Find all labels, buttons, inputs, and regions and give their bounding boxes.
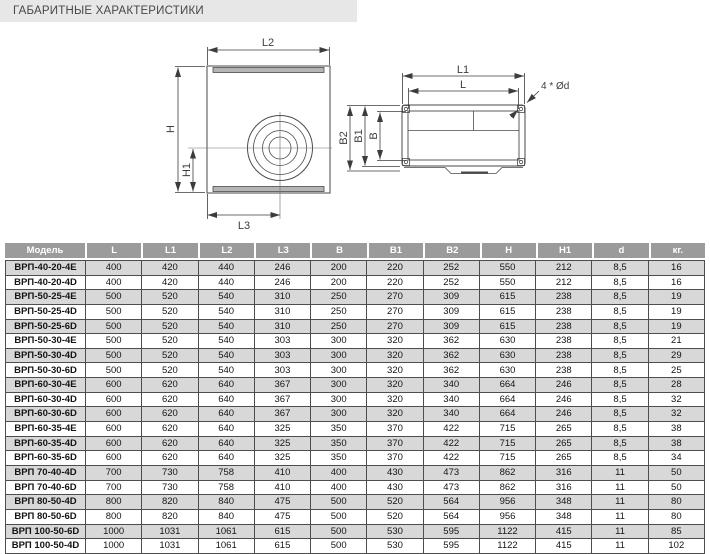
value-cell: 820 <box>142 509 198 524</box>
value-cell: 370 <box>367 451 423 466</box>
value-cell: 370 <box>367 422 423 437</box>
dim-label-l3: L3 <box>237 220 251 232</box>
side-view <box>338 64 569 174</box>
value-cell: 320 <box>367 363 423 378</box>
value-cell: 600 <box>86 436 142 451</box>
column-header-l3: L3 <box>256 243 310 258</box>
value-cell: 350 <box>311 436 367 451</box>
front-view <box>165 37 332 232</box>
column-header-b: B <box>312 243 366 258</box>
value-cell: 664 <box>479 407 535 422</box>
section-title-bar <box>0 0 357 22</box>
value-cell: 325 <box>254 422 310 437</box>
value-cell: 422 <box>423 451 479 466</box>
model-cell: ВРП-60-30-6D <box>6 407 86 422</box>
value-cell: 200 <box>311 275 367 290</box>
value-cell: 270 <box>367 319 423 334</box>
value-cell: 800 <box>86 495 142 510</box>
value-cell: 630 <box>479 363 535 378</box>
column-header-b2: B2 <box>425 243 479 258</box>
column-header-model: Модель <box>5 243 85 258</box>
value-cell: 8,5 <box>592 363 648 378</box>
value-cell: 300 <box>311 363 367 378</box>
value-cell: 500 <box>311 495 367 510</box>
value-cell: 28 <box>648 378 704 393</box>
front-body <box>207 66 330 193</box>
value-cell: 400 <box>311 480 367 495</box>
value-cell: 303 <box>254 334 310 349</box>
table-row <box>6 319 705 334</box>
value-cell: 620 <box>142 451 198 466</box>
model-cell: ВРП-50-30-4Е <box>6 334 86 349</box>
table-row <box>6 334 705 349</box>
value-cell: 300 <box>311 348 367 363</box>
value-cell: 32 <box>648 407 704 422</box>
value-cell: 370 <box>367 436 423 451</box>
value-cell: 475 <box>254 509 310 524</box>
value-cell: 430 <box>367 480 423 495</box>
value-cell: 310 <box>254 304 310 319</box>
value-cell: 1000 <box>86 539 142 554</box>
value-cell: 220 <box>367 275 423 290</box>
value-cell: 400 <box>311 465 367 480</box>
value-cell: 615 <box>479 319 535 334</box>
model-cell: ВРП 70-40-6D <box>6 480 86 495</box>
dim-label-b1: B1 <box>353 129 365 143</box>
value-cell: 500 <box>86 348 142 363</box>
value-cell: 422 <box>423 436 479 451</box>
value-cell: 530 <box>367 539 423 554</box>
value-cell: 8,5 <box>592 319 648 334</box>
value-cell: 595 <box>423 524 479 539</box>
table-row <box>6 436 705 451</box>
value-cell: 246 <box>536 378 592 393</box>
value-cell: 600 <box>86 451 142 466</box>
dim-label-b: B <box>368 132 380 140</box>
value-cell: 310 <box>254 319 310 334</box>
value-cell: 475 <box>254 495 310 510</box>
table-row <box>6 539 705 554</box>
value-cell: 19 <box>648 319 704 334</box>
value-cell: 956 <box>479 495 535 510</box>
value-cell: 520 <box>142 319 198 334</box>
value-cell: 316 <box>536 465 592 480</box>
dimension-drawings <box>150 36 590 246</box>
value-cell: 664 <box>479 378 535 393</box>
model-cell: ВРП 100-50-6D <box>6 524 86 539</box>
model-cell: ВРП-60-30-4D <box>6 392 86 407</box>
value-cell: 540 <box>198 334 254 349</box>
column-header-h1: H1 <box>538 243 592 258</box>
value-cell: 473 <box>423 480 479 495</box>
value-cell: 840 <box>198 495 254 510</box>
value-cell: 11 <box>592 539 648 554</box>
value-cell: 80 <box>648 495 704 510</box>
model-cell: ВРП-50-25-6D <box>6 319 86 334</box>
model-cell: ВРП-50-25-4Е <box>6 290 86 305</box>
value-cell: 615 <box>254 539 310 554</box>
value-cell: 362 <box>423 348 479 363</box>
value-cell: 956 <box>479 509 535 524</box>
value-cell: 19 <box>648 304 704 319</box>
dim-label-h1: H1 <box>181 162 193 178</box>
value-cell: 758 <box>198 480 254 495</box>
value-cell: 300 <box>311 378 367 393</box>
value-cell: 265 <box>536 451 592 466</box>
value-cell: 630 <box>479 334 535 349</box>
value-cell: 430 <box>367 465 423 480</box>
value-cell: 250 <box>311 304 367 319</box>
table-row <box>6 363 705 378</box>
value-cell: 640 <box>198 436 254 451</box>
value-cell: 252 <box>423 261 479 276</box>
value-cell: 700 <box>86 465 142 480</box>
value-cell: 540 <box>198 290 254 305</box>
table-row <box>6 451 705 466</box>
table-row <box>6 348 705 363</box>
value-cell: 500 <box>311 509 367 524</box>
value-cell: 8,5 <box>592 334 648 349</box>
value-cell: 238 <box>536 334 592 349</box>
value-cell: 615 <box>254 524 310 539</box>
value-cell: 415 <box>536 539 592 554</box>
value-cell: 520 <box>142 290 198 305</box>
value-cell: 350 <box>311 422 367 437</box>
value-cell: 1061 <box>198 539 254 554</box>
value-cell: 800 <box>86 509 142 524</box>
value-cell: 246 <box>536 407 592 422</box>
dim-label-b2: B2 <box>338 131 350 145</box>
value-cell: 309 <box>423 290 479 305</box>
column-header-h: H <box>482 243 536 258</box>
value-cell: 270 <box>367 290 423 305</box>
value-cell: 422 <box>423 422 479 437</box>
value-cell: 238 <box>536 348 592 363</box>
value-cell: 473 <box>423 465 479 480</box>
value-cell: 21 <box>648 334 704 349</box>
value-cell: 564 <box>423 509 479 524</box>
value-cell: 620 <box>142 392 198 407</box>
value-cell: 420 <box>142 275 198 290</box>
value-cell: 520 <box>142 304 198 319</box>
value-cell: 310 <box>254 290 310 305</box>
value-cell: 246 <box>254 261 310 276</box>
value-cell: 730 <box>142 465 198 480</box>
table-row <box>6 275 705 290</box>
value-cell: 300 <box>311 392 367 407</box>
value-cell: 1031 <box>142 524 198 539</box>
value-cell: 540 <box>198 363 254 378</box>
value-cell: 50 <box>648 465 704 480</box>
value-cell: 520 <box>142 334 198 349</box>
model-cell: ВРП-60-35-4D <box>6 436 86 451</box>
table-row <box>6 509 705 524</box>
value-cell: 530 <box>367 524 423 539</box>
value-cell: 620 <box>142 422 198 437</box>
value-cell: 410 <box>254 465 310 480</box>
value-cell: 309 <box>423 319 479 334</box>
value-cell: 238 <box>536 304 592 319</box>
value-cell: 80 <box>648 509 704 524</box>
value-cell: 420 <box>142 261 198 276</box>
table-row <box>6 378 705 393</box>
model-cell: ВРП-60-35-6D <box>6 451 86 466</box>
value-cell: 340 <box>423 378 479 393</box>
value-cell: 400 <box>86 261 142 276</box>
value-cell: 500 <box>86 290 142 305</box>
table-row <box>6 465 705 480</box>
value-cell: 730 <box>142 480 198 495</box>
value-cell: 303 <box>254 363 310 378</box>
dimensions-table-wrap <box>5 243 705 554</box>
value-cell: 85 <box>648 524 704 539</box>
value-cell: 550 <box>479 275 535 290</box>
value-cell: 238 <box>536 363 592 378</box>
value-cell: 362 <box>423 334 479 349</box>
value-cell: 300 <box>311 407 367 422</box>
model-cell: ВРП-50-30-4D <box>6 348 86 363</box>
value-cell: 715 <box>479 451 535 466</box>
value-cell: 250 <box>311 290 367 305</box>
value-cell: 1061 <box>198 524 254 539</box>
value-cell: 212 <box>536 275 592 290</box>
value-cell: 440 <box>198 261 254 276</box>
value-cell: 246 <box>254 275 310 290</box>
value-cell: 8,5 <box>592 422 648 437</box>
value-cell: 200 <box>311 261 367 276</box>
value-cell: 600 <box>86 422 142 437</box>
column-header-l: L <box>87 243 141 258</box>
side-body <box>402 105 525 166</box>
value-cell: 700 <box>86 480 142 495</box>
value-cell: 8,5 <box>592 407 648 422</box>
model-cell: ВРП-40-20-4D <box>6 275 86 290</box>
column-header-d: d <box>594 243 648 258</box>
value-cell: 50 <box>648 480 704 495</box>
value-cell: 640 <box>198 422 254 437</box>
value-cell: 640 <box>198 392 254 407</box>
value-cell: 640 <box>198 407 254 422</box>
value-cell: 8,5 <box>592 378 648 393</box>
value-cell: 8,5 <box>592 348 648 363</box>
value-cell: 862 <box>479 465 535 480</box>
value-cell: 303 <box>254 348 310 363</box>
value-cell: 320 <box>367 378 423 393</box>
value-cell: 320 <box>367 407 423 422</box>
table-row <box>6 261 705 276</box>
table-row <box>6 480 705 495</box>
table-row <box>6 524 705 539</box>
value-cell: 520 <box>142 363 198 378</box>
value-cell: 600 <box>86 407 142 422</box>
value-cell: 16 <box>648 261 704 276</box>
table-row <box>6 407 705 422</box>
dim-label-l: L <box>459 79 467 91</box>
value-cell: 8,5 <box>592 392 648 407</box>
value-cell: 520 <box>367 495 423 510</box>
value-cell: 11 <box>592 495 648 510</box>
value-cell: 640 <box>198 378 254 393</box>
value-cell: 520 <box>367 509 423 524</box>
value-cell: 758 <box>198 465 254 480</box>
value-cell: 38 <box>648 436 704 451</box>
value-cell: 350 <box>311 451 367 466</box>
value-cell: 325 <box>254 451 310 466</box>
value-cell: 400 <box>86 275 142 290</box>
value-cell: 320 <box>367 334 423 349</box>
value-cell: 595 <box>423 539 479 554</box>
model-cell: ВРП-50-25-4D <box>6 304 86 319</box>
value-cell: 250 <box>311 319 367 334</box>
value-cell: 440 <box>198 275 254 290</box>
column-header-кг: кг. <box>651 243 705 258</box>
value-cell: 415 <box>536 524 592 539</box>
value-cell: 252 <box>423 275 479 290</box>
model-cell: ВРП 100-50-4D <box>6 539 86 554</box>
model-cell: ВРП 80-50-4D <box>6 495 86 510</box>
value-cell: 630 <box>479 348 535 363</box>
value-cell: 320 <box>367 392 423 407</box>
value-cell: 564 <box>423 495 479 510</box>
table-row <box>6 304 705 319</box>
value-cell: 38 <box>648 422 704 437</box>
value-cell: 600 <box>86 378 142 393</box>
value-cell: 325 <box>254 436 310 451</box>
value-cell: 8,5 <box>592 451 648 466</box>
column-header-l1: L1 <box>143 243 197 258</box>
value-cell: 212 <box>536 261 592 276</box>
value-cell: 32 <box>648 392 704 407</box>
value-cell: 410 <box>254 480 310 495</box>
column-header-b1: B1 <box>369 243 423 258</box>
value-cell: 340 <box>423 407 479 422</box>
value-cell: 320 <box>367 348 423 363</box>
value-cell: 1000 <box>86 524 142 539</box>
value-cell: 600 <box>86 392 142 407</box>
dimensions-table <box>5 260 705 554</box>
value-cell: 620 <box>142 407 198 422</box>
value-cell: 500 <box>311 539 367 554</box>
value-cell: 615 <box>479 290 535 305</box>
section-title: ГАБАРИТНЫЕ ХАРАКТЕРИСТИКИ <box>13 5 204 17</box>
value-cell: 715 <box>479 422 535 437</box>
value-cell: 11 <box>592 480 648 495</box>
value-cell: 220 <box>367 261 423 276</box>
model-cell: ВРП-50-30-6D <box>6 363 86 378</box>
value-cell: 348 <box>536 509 592 524</box>
column-header-l2: L2 <box>200 243 254 258</box>
value-cell: 500 <box>86 319 142 334</box>
value-cell: 540 <box>198 304 254 319</box>
value-cell: 8,5 <box>592 436 648 451</box>
table-row <box>6 422 705 437</box>
dim-label-l1: L1 <box>456 64 470 76</box>
value-cell: 367 <box>254 407 310 422</box>
value-cell: 1031 <box>142 539 198 554</box>
value-cell: 19 <box>648 290 704 305</box>
value-cell: 11 <box>592 509 648 524</box>
value-cell: 820 <box>142 495 198 510</box>
value-cell: 615 <box>479 304 535 319</box>
holes-note-label: 4 * Ød <box>541 81 570 92</box>
value-cell: 640 <box>198 451 254 466</box>
value-cell: 11 <box>592 465 648 480</box>
value-cell: 664 <box>479 392 535 407</box>
value-cell: 270 <box>367 304 423 319</box>
value-cell: 1122 <box>479 524 535 539</box>
value-cell: 29 <box>648 348 704 363</box>
value-cell: 8,5 <box>592 261 648 276</box>
value-cell: 34 <box>648 451 704 466</box>
value-cell: 367 <box>254 392 310 407</box>
value-cell: 11 <box>592 524 648 539</box>
value-cell: 265 <box>536 436 592 451</box>
model-cell: ВРП-60-30-4Е <box>6 378 86 393</box>
value-cell: 16 <box>648 275 704 290</box>
value-cell: 367 <box>254 378 310 393</box>
value-cell: 620 <box>142 378 198 393</box>
value-cell: 102 <box>648 539 704 554</box>
value-cell: 550 <box>479 261 535 276</box>
value-cell: 309 <box>423 304 479 319</box>
value-cell: 520 <box>142 348 198 363</box>
model-cell: ВРП 70-40-4D <box>6 465 86 480</box>
table-row <box>6 495 705 510</box>
value-cell: 25 <box>648 363 704 378</box>
value-cell: 246 <box>536 392 592 407</box>
value-cell: 500 <box>86 334 142 349</box>
value-cell: 348 <box>536 495 592 510</box>
value-cell: 620 <box>142 436 198 451</box>
dim-label-l2: L2 <box>261 37 275 49</box>
value-cell: 1122 <box>479 539 535 554</box>
table-row <box>6 392 705 407</box>
value-cell: 8,5 <box>592 290 648 305</box>
front-top-flange <box>213 68 324 73</box>
value-cell: 500 <box>311 524 367 539</box>
value-cell: 362 <box>423 363 479 378</box>
value-cell: 340 <box>423 392 479 407</box>
value-cell: 238 <box>536 319 592 334</box>
value-cell: 8,5 <box>592 304 648 319</box>
value-cell: 540 <box>198 319 254 334</box>
table-row <box>6 290 705 305</box>
model-cell: ВРП-40-20-4Е <box>6 261 86 276</box>
dim-label-h: H <box>165 125 177 133</box>
table-header-row <box>5 243 705 258</box>
value-cell: 8,5 <box>592 275 648 290</box>
value-cell: 316 <box>536 480 592 495</box>
value-cell: 300 <box>311 334 367 349</box>
value-cell: 715 <box>479 436 535 451</box>
value-cell: 238 <box>536 290 592 305</box>
value-cell: 500 <box>86 363 142 378</box>
value-cell: 500 <box>86 304 142 319</box>
value-cell: 265 <box>536 422 592 437</box>
value-cell: 840 <box>198 509 254 524</box>
value-cell: 540 <box>198 348 254 363</box>
model-cell: ВРП 80-50-6D <box>6 509 86 524</box>
model-cell: ВРП-60-35-4Е <box>6 422 86 437</box>
value-cell: 862 <box>479 480 535 495</box>
front-bottom-flange <box>213 187 324 192</box>
